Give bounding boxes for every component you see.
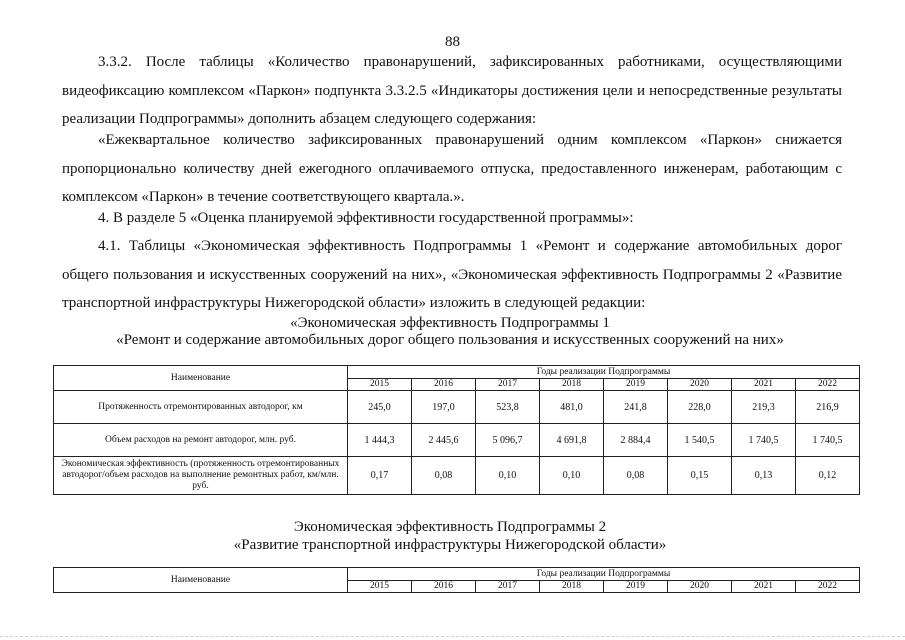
- table-cell: 245,0: [348, 391, 412, 424]
- paragraph-quote: «Ежеквартальное количество зафиксированных правонарушений одним комплексом «Паркон» снижается пропорционально количеству дней ежегодного оплачиваемого отпуска, предоставленного инженерам, работающим с комплексом «Паркон» в течение соответствующего квартала.».: [62, 132, 842, 205]
- table-row: [54, 391, 860, 424]
- table1-title-line2: «Ремонт и содержание автомобильных дорог общего пользования и искусственных сооружений на них»: [116, 332, 784, 348]
- table-cell: 197,0: [412, 391, 476, 424]
- table2-year: 2018: [540, 581, 604, 593]
- paragraph-3-3-2: 3.3.2. После таблицы «Количество правонарушений, зафиксированных работниками, осуществляющими видеофиксацию комплексом «Паркон» подпункта 3.3.2.5 «Индикаторы достижения цели и непосредственные результаты реализации Подпрограммы» дополнить абзацем следующего содержания:: [62, 54, 842, 127]
- table1-name-header: Наименование: [54, 366, 348, 391]
- paragraph-section-5: 4. В разделе 5 «Оценка планируемой эффективности государственной программы»:: [98, 210, 634, 226]
- table-cell: 0,15: [668, 457, 732, 495]
- table-row: [54, 424, 860, 457]
- table-cell: 0,13: [732, 457, 796, 495]
- table2-year: 2022: [796, 581, 860, 593]
- table1-years-group-header: Годы реализации Подпрограммы: [348, 366, 860, 379]
- table2-year: 2017: [476, 581, 540, 593]
- page-scan-edge: [0, 636, 905, 638]
- table-cell: 4 691,8: [540, 424, 604, 457]
- row-label: Протяженность отремонтированных автодорог, км: [54, 391, 348, 424]
- table1-title-line1: «Экономическая эффективность Подпрограммы 1: [290, 315, 610, 331]
- table2-years-group-header: Годы реализации Подпрограммы: [348, 568, 860, 581]
- table-cell: 0,08: [604, 457, 668, 495]
- table-cell: 1 540,5: [668, 424, 732, 457]
- table2-title-line2: «Развитие транспортной инфраструктуры Нижегородской области»: [233, 537, 667, 553]
- table1-year: 2022: [796, 379, 860, 391]
- table-cell: 1 444,3: [348, 424, 412, 457]
- table1-year: 2017: [476, 379, 540, 391]
- table1-year: 2015: [348, 379, 412, 391]
- table2-year: 2021: [732, 581, 796, 593]
- table-cell: 241,8: [604, 391, 668, 424]
- table-cell: 0,12: [796, 457, 860, 495]
- table-cell: 2 445,6: [412, 424, 476, 457]
- table-cell: 228,0: [668, 391, 732, 424]
- table-cell: 5 096,7: [476, 424, 540, 457]
- table-cell: 481,0: [540, 391, 604, 424]
- table-cell: 0,08: [412, 457, 476, 495]
- table-subprogram-1: [53, 365, 860, 495]
- table-cell: 0,10: [540, 457, 604, 495]
- row-label: Экономическая эффективность (протяженность отремонтированных автодорог/объем расходов на выполнение ремонтных работ, км/млн. руб.: [54, 457, 348, 495]
- table-row: [54, 457, 860, 495]
- table-cell: 0,10: [476, 457, 540, 495]
- table1-year: 2019: [604, 379, 668, 391]
- table-cell: 0,17: [348, 457, 412, 495]
- table2-year: 2015: [348, 581, 412, 593]
- table2-title-line1: Экономическая эффективность Подпрограммы 2: [293, 519, 607, 535]
- table-cell: 219,3: [732, 391, 796, 424]
- table2-year: 2019: [604, 581, 668, 593]
- table1-year: 2018: [540, 379, 604, 391]
- table2-name-header: Наименование: [54, 568, 348, 593]
- table-cell: 1 740,5: [796, 424, 860, 457]
- page-number: 88: [445, 34, 460, 50]
- table-cell: 523,8: [476, 391, 540, 424]
- table-cell: 216,9: [796, 391, 860, 424]
- table-subprogram-2: [53, 567, 860, 593]
- table-cell: 1 740,5: [732, 424, 796, 457]
- table1-year: 2016: [412, 379, 476, 391]
- table2-year: 2020: [668, 581, 732, 593]
- table1-year: 2020: [668, 379, 732, 391]
- paragraph-4-1: 4.1. Таблицы «Экономическая эффективность Подпрограммы 1 «Ремонт и содержание автомобильных дорог общего пользования и искусственных сооружений на них», «Экономическая эффективность Подпрограммы 2 «Развитие транспортной инфраструктуры Нижегородской области» изложить в следующей редакции:: [62, 238, 842, 311]
- table-cell: 2 884,4: [604, 424, 668, 457]
- row-label: Объем расходов на ремонт автодорог, млн. руб.: [54, 424, 348, 457]
- table2-year: 2016: [412, 581, 476, 593]
- table1-year: 2021: [732, 379, 796, 391]
